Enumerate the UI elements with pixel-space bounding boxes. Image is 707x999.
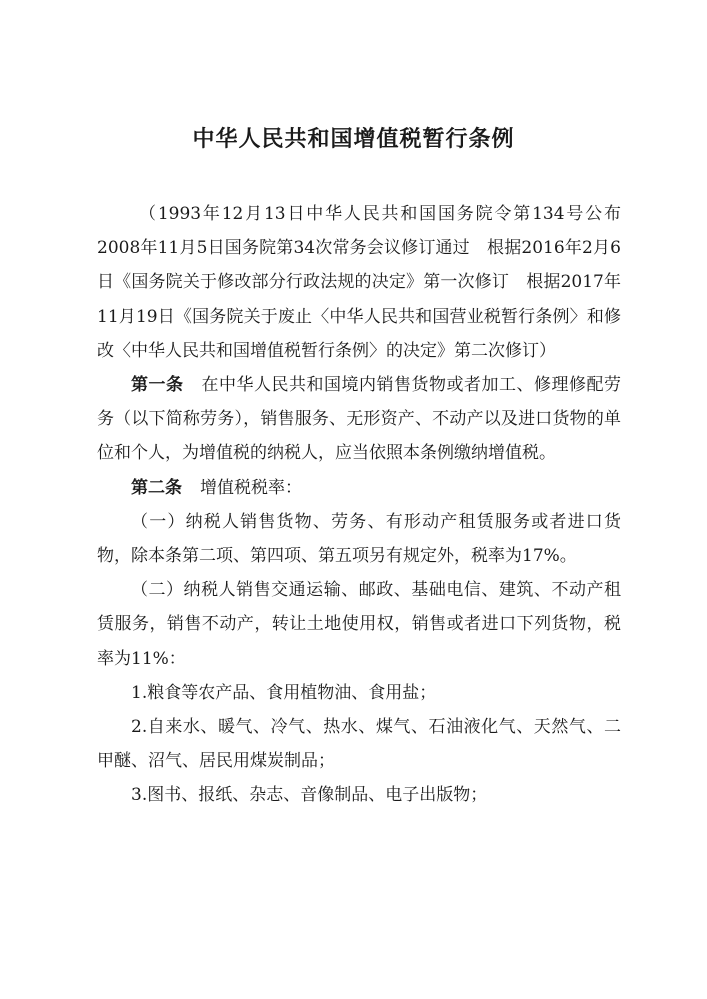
article-2-item-2: （二）纳税人销售交通运输、邮政、基础电信、建筑、不动产租赁服务，销售不动产，转让土地使用权，销售或者进口下列货物，税率为11%： [97, 580, 621, 669]
article-1-heading: 第一条 [131, 375, 184, 396]
article-2-text: 增值税税率： [200, 477, 302, 498]
article-2 [97, 471, 621, 505]
article-2-subitem-2: 2.自来水、暖气、冷气、热水、煤气、石油液化气、天然气、二甲醚、沼气、居民用煤炭制品； [97, 717, 621, 772]
document-body [97, 197, 638, 813]
article-2-subitem-3: 3.图书、报纸、杂志、音像制品、电子出版物； [131, 785, 488, 806]
article-2-heading: 第二条 [131, 477, 182, 498]
article-2-item-1: （一）纳税人销售货物、劳务、有形动产租赁服务或者进口货物，除本条第二项、第四项、第五项另有规定外，税率为17%。 [97, 511, 621, 567]
article-2-subitem-1: 1.粮食等农产品、食用植物油、食用盐； [131, 682, 437, 703]
document-title: 中华人民共和国增值税暂行条例 [192, 127, 515, 152]
article-1 [97, 368, 621, 471]
preface-paragraph: （1993年12月13日中华人民共和国国务院令第134号公布 2008年11月5日国务院第34次常务会议修订通过 根据2016年2月6日《国务院关于修改部分行政法规的决定》第一次修订 根据2017年11月19日《国务院关于废止〈中华人民共和国营业税暂行条例〉和修改〈中华人民共和国增值税暂行条例〉的决定》第二次修订） [97, 204, 638, 361]
article-1-text: 在中华人民共和国境内销售货物或者加工、修理修配劳务（以下简称劳务），销售服务、无形资产、不动产以及进口货物的单位和个人，为增值税的纳税人，应当依照本条例缴纳增值税。 [97, 375, 621, 464]
